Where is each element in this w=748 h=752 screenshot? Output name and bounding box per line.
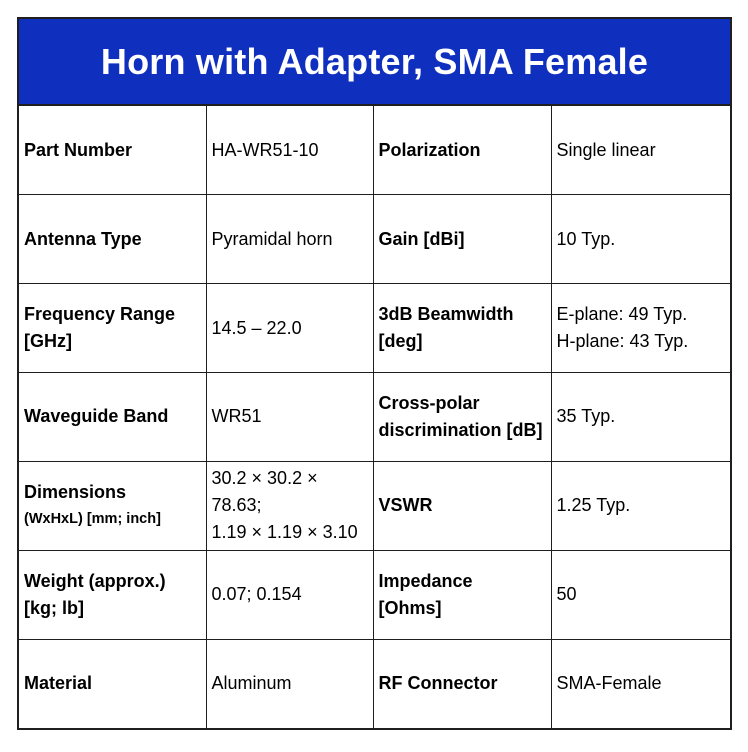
spec-value-rf-connector: SMA-Female [551,639,730,728]
spec-label-part-number: Part Number [19,106,206,195]
spec-value-material: Aluminum [206,639,373,728]
spec-label-line: Dimensions [24,481,127,502]
spec-value-gain: 10 Typ. [551,195,730,284]
spec-label-impedance [373,550,551,639]
table-row [19,373,730,462]
spec-label-antenna-type: Antenna Type [19,195,206,284]
spec-value-line: H-plane: 43 Typ. [556,331,689,352]
spec-label-waveguide-band: Waveguide Band [19,373,206,462]
spec-value-waveguide-band: WR51 [206,373,373,462]
spec-label-rf-connector: RF Connector [373,639,551,728]
spec-label-line: Weight (approx.) [24,570,166,591]
spec-label-vswr: VSWR [373,461,551,550]
spec-label-beamwidth [373,284,551,373]
spec-label-material: Material [19,639,206,728]
spec-value-line: 1.19 × 1.19 × 3.10 [211,522,358,543]
spec-label-dimensions [19,461,206,550]
title-bar [19,19,730,106]
spec-label-polarization: Polarization [373,106,551,195]
spec-value-cross-polar: 35 Typ. [551,373,730,462]
table-row [19,639,730,728]
spec-label-cross-polar [373,373,551,462]
spec-value-dimensions [206,461,373,550]
spec-label-line: 3dB Beamwidth [378,304,514,325]
spec-label-line: Cross-polar [378,392,480,413]
spec-value-weight: 0.07; 0.154 [206,550,373,639]
table-row [19,284,730,373]
spec-value-impedance: 50 [551,550,730,639]
spec-value-beamwidth [551,284,730,373]
spec-value-line: 30.2 × 30.2 × 78.63; [211,468,318,516]
spec-label-line: (WxHxL) [mm; inch] [24,510,161,527]
spec-table [19,106,730,728]
spec-label-line: [Ohms] [378,597,442,618]
spec-label-line: discrimination [dB] [378,419,543,440]
spec-label-frequency-range [19,284,206,373]
spec-label-line: Impedance [378,570,473,591]
table-row [19,550,730,639]
spec-value-antenna-type: Pyramidal horn [206,195,373,284]
spec-value-vswr: 1.25 Typ. [551,461,730,550]
table-row [19,106,730,195]
spec-value-polarization: Single linear [551,106,730,195]
table-row [19,195,730,284]
spec-label-line: Frequency Range [24,304,176,325]
page-title: Horn with Adapter, SMA Female [100,40,649,82]
spec-label-weight [19,550,206,639]
spec-value-frequency-range: 14.5 – 22.0 [206,284,373,373]
spec-label-line: [kg; lb] [24,597,84,618]
spec-label-line: [deg] [378,331,423,352]
spec-value-line: E-plane: 49 Typ. [556,304,688,325]
spec-value-part-number: HA-WR51-10 [206,106,373,195]
spec-label-line: [GHz] [24,331,72,352]
table-row [19,461,730,550]
spec-card [17,17,732,730]
spec-label-gain: Gain [dBi] [373,195,551,284]
